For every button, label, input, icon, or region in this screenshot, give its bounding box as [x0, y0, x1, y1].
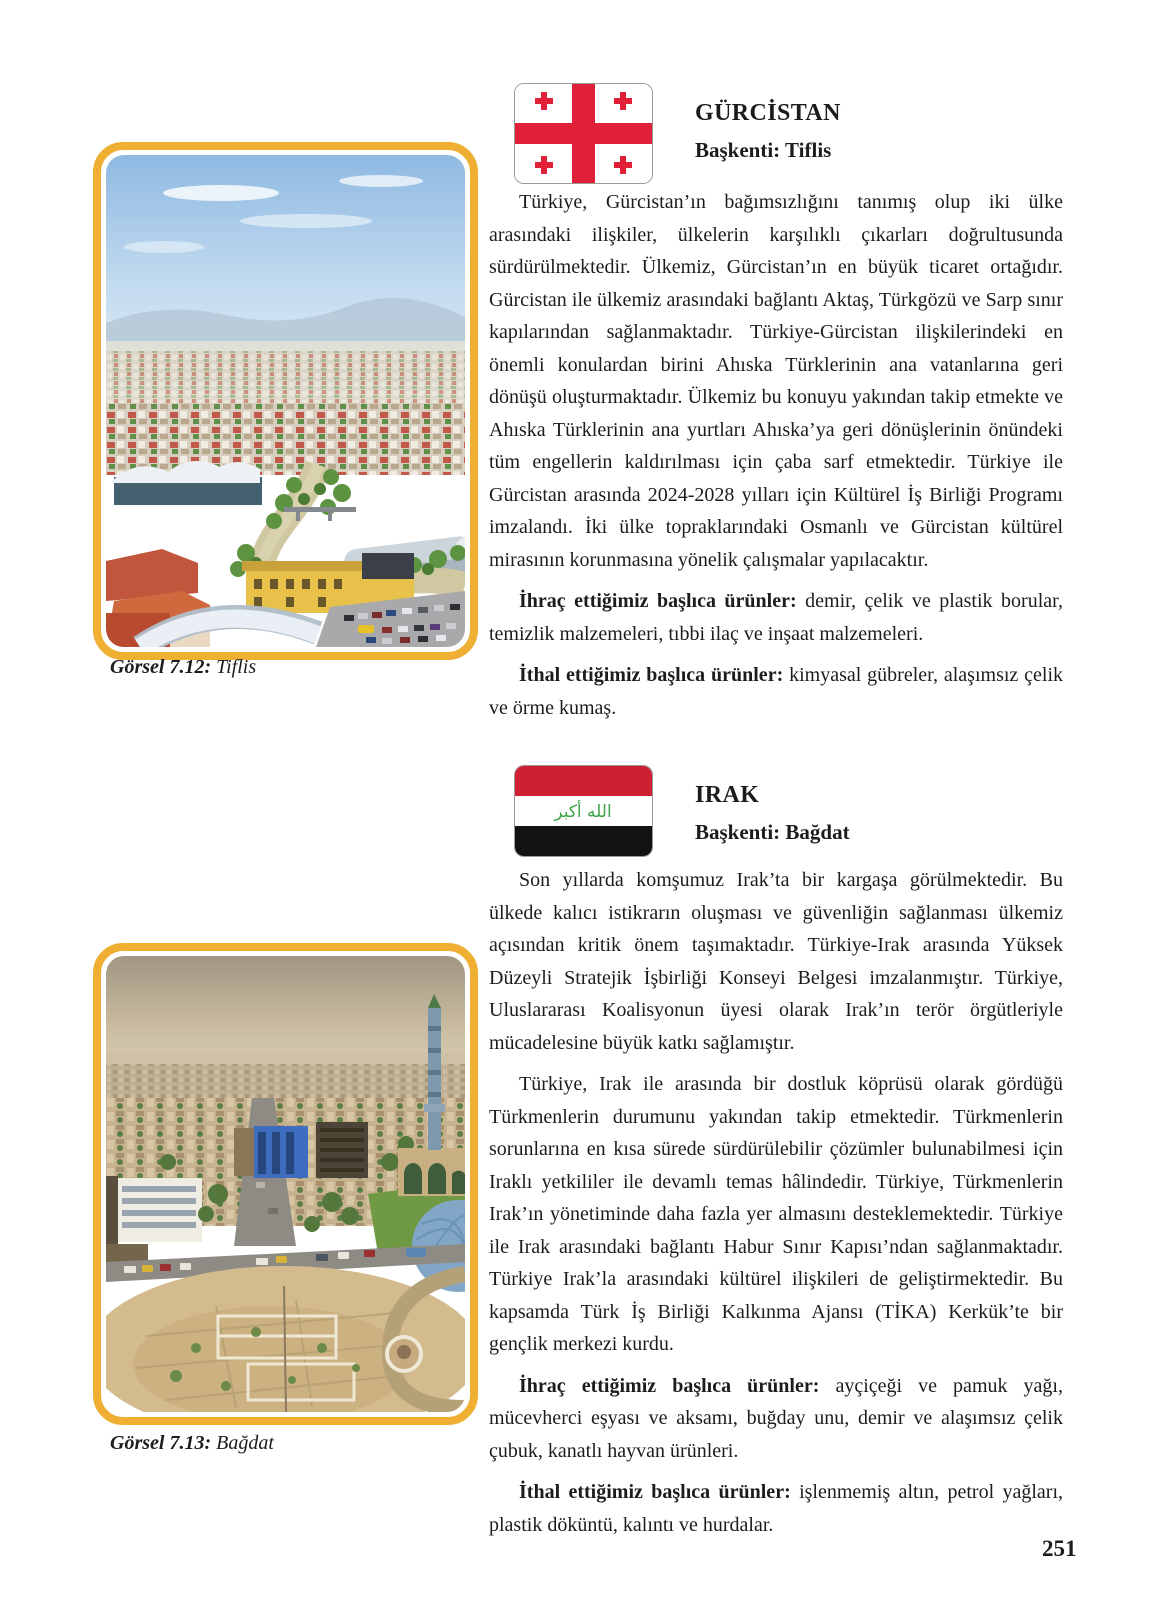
georgia-flag-icon	[515, 84, 652, 183]
figure-caption-label: Görsel 7.12:	[110, 656, 212, 678]
import-products-label: İthal ettiğimiz başlıca ürünler:	[519, 664, 784, 686]
import-products-label: İthal ettiğimiz başlıca ürünler:	[519, 1481, 791, 1503]
figure-caption-text: Tiflis	[211, 656, 257, 678]
iraq-text-column	[489, 864, 1063, 1541]
bagdat-photo	[93, 943, 478, 1425]
country-title-iraq: IRAK	[695, 782, 760, 808]
country-title-georgia: GÜRCİSTAN	[695, 100, 841, 126]
iraq-paragraph-2: Türkiye, Irak ile arasında bir dostluk köprüsü olarak gördüğü Türkmenlerin durumunu yakından takip etmektedir. Türkmenlerin sorunlarına en kısa sürede sürdürülebilir çözümler bulunabilmesi için Iraklı yetkililer ile devamlı temas hâlindedir. Türkiye, Türkmenlerin Irak’ın yönetiminde daha fazla yer almasını desteklemektedir. Türkiye ile Irak arasındaki bağlantı Habur Sınır Kapısı’ndan sağlanmaktadır. Türkiye Irak’la arasındaki kültürel ilişkileri de geliştirmektedir. Bu kapsamda Türk İş Birliği Kalkınma Ajansı (TİKA) Kerkük’te bir gençlik merkezi kurdu.	[489, 1073, 1063, 1355]
tiflis-photo	[93, 142, 478, 660]
iraq-flag-icon	[515, 766, 652, 856]
import-products-text: işlenmemiş altın, petrol yağları, plastik döküntü, kalıntı ve hurdalar.	[489, 1481, 1064, 1536]
figure-caption-tiflis	[110, 656, 256, 679]
iraq-export-paragraph	[489, 1370, 1063, 1468]
georgia-paragraph-1: Türkiye, Gürcistan’ın bağımsızlığını tanımış olup iki ülke arasındaki ilişkiler, ülkelerin karşılıklı çıkarları doğrultusunda sürdürülmektedir. Ülkemiz, Gürcistan’ın en büyük ticaret ortağıdır. Gürcistan ile ülkemiz arasındaki bağlantı Aktaş, Türkgözü ve Sarp sınır kapılarından sağlanmaktadır. Türkiye-Gürcistan ilişkilerindeki en önemli konulardan birini Ahıska Türklerinin ana vatanlarına geri dönüşü oluşturmaktadır. Ülkemiz bu konuyu yakından takip etmekte ve Ahıska Türklerinin ana yurtları Ahıska’ya geri dönüşlerinin önündeki tüm engellerin kaldırılması için çaba sarf etmektedir. Türkiye ile Gürcistan arasında 2024-2028 yılları için Kültürel İş Birliği Programı imzalandı. İki ülke topraklarındaki Osmanlı ve Gürcistan kültürel mirasının korunmasına yönelik çalışmalar yapılacaktır.	[489, 191, 1063, 571]
iraq-import-paragraph	[489, 1476, 1063, 1541]
georgia-import-paragraph	[489, 659, 1063, 724]
export-products-label: İhraç ettiğimiz başlıca ürünler:	[519, 590, 797, 612]
export-products-text: ayçiçeği ve pamuk yağı, mücevherci eşyası ve aksamı, buğday unu, demir ve alaşımsız çelik çubuk, kanatlı hayvan ürünleri.	[489, 1374, 1063, 1462]
capital-line-iraq: Başkenti: Bağdat	[695, 820, 850, 844]
figure-caption-text: Bağdat	[211, 1432, 274, 1454]
svg-text:الله أكبر: الله أكبر	[554, 802, 612, 822]
page-number: 251	[1042, 1536, 1077, 1561]
georgia-export-paragraph	[489, 585, 1063, 650]
export-products-label: İhraç ettiğimiz başlıca ürünler:	[519, 1374, 820, 1397]
figure-caption-bagdat	[110, 1432, 274, 1455]
export-products-text: demir, çelik ve plastik borular, temizlik malzemeleri, tıbbi ilaç ve inşaat malzemeleri.	[489, 590, 1063, 645]
import-products-text: kimyasal gübreler, alaşımsız çelik ve örme kumaş.	[489, 664, 1064, 719]
capital-line-georgia: Başkenti: Tiflis	[695, 138, 832, 162]
georgia-text-column	[489, 186, 1063, 724]
iraq-paragraph-1: Son yıllarda komşumuz Irak’ta bir kargaşa görülmektedir. Bu ülkede kalıcı istikrarın oluşması ve güvenliğin sağlanması ülkemiz açısından kritik önem taşımaktadır. Türkiye-Irak arasında Yüksek Düzeyli Stratejik İşbirliği Konseyi Belgesi imzalanmıştır. Türkiye, Uluslararası Koalisyonun üyesi olarak Irak’ın terör örgütleriyle mücadelesine büyük katkı sağlamıştır.	[489, 869, 1063, 1054]
figure-caption-label: Görsel 7.13:	[110, 1432, 212, 1454]
